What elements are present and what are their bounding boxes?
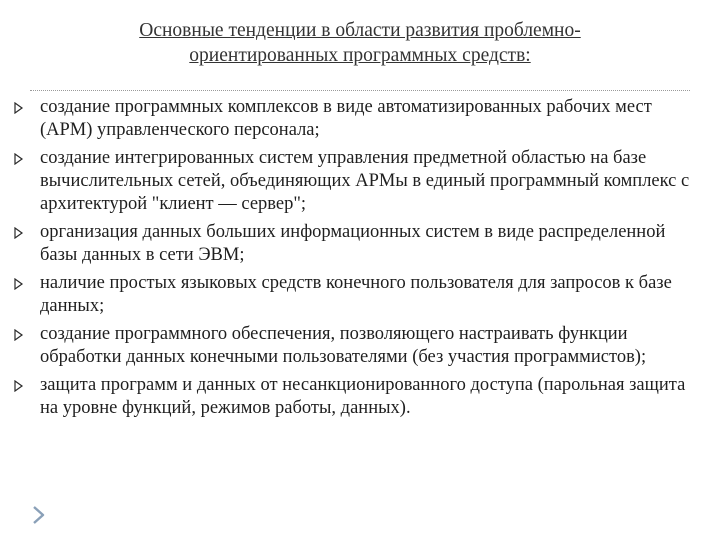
triangle-bullet-icon — [14, 380, 24, 392]
title-divider — [30, 90, 690, 91]
list-item-text: организация данных больших информационных систем в виде распределенной базы данных в сети ЭВМ; — [40, 222, 666, 265]
bullet-list — [0, 96, 720, 425]
list-item — [0, 221, 720, 267]
title-line-2: ориентированных программных средств: — [189, 45, 531, 66]
triangle-bullet-icon — [14, 227, 24, 239]
list-item-text: создание программных комплексов в виде автоматизированных рабочих мест (АРМ) управленческого персонала; — [40, 97, 652, 140]
triangle-bullet-icon — [14, 329, 24, 341]
list-item — [0, 147, 720, 216]
list-item-text: создание интегрированных систем управления предметной областью на базе вычислительных сетей, объединяющих АРМы в единый программный комплекс с архитектурой "клиент — сервер"; — [40, 148, 690, 214]
list-item — [0, 374, 720, 420]
list-item-text: защита программ и данных от несанкционированного доступа (парольная защита на уровне функций, режимов работы, данных). — [40, 375, 686, 418]
list-item-text: наличие простых языковых средств конечного пользователя для запросов к базе данных; — [40, 273, 672, 316]
title-line-1: Основные тенденции в области развития проблемно- — [139, 20, 581, 41]
triangle-bullet-icon — [14, 153, 24, 165]
triangle-bullet-icon — [14, 278, 24, 290]
triangle-bullet-icon — [14, 102, 24, 114]
list-item-text: создание программного обеспечения, позволяющего настраивать функции обработки данных конечными пользователями (без участия программистов); — [40, 324, 647, 367]
list-item — [0, 323, 720, 369]
list-item — [0, 272, 720, 318]
chevron-right-icon[interactable] — [28, 504, 50, 526]
page-title — [60, 18, 660, 68]
list-item — [0, 96, 720, 142]
